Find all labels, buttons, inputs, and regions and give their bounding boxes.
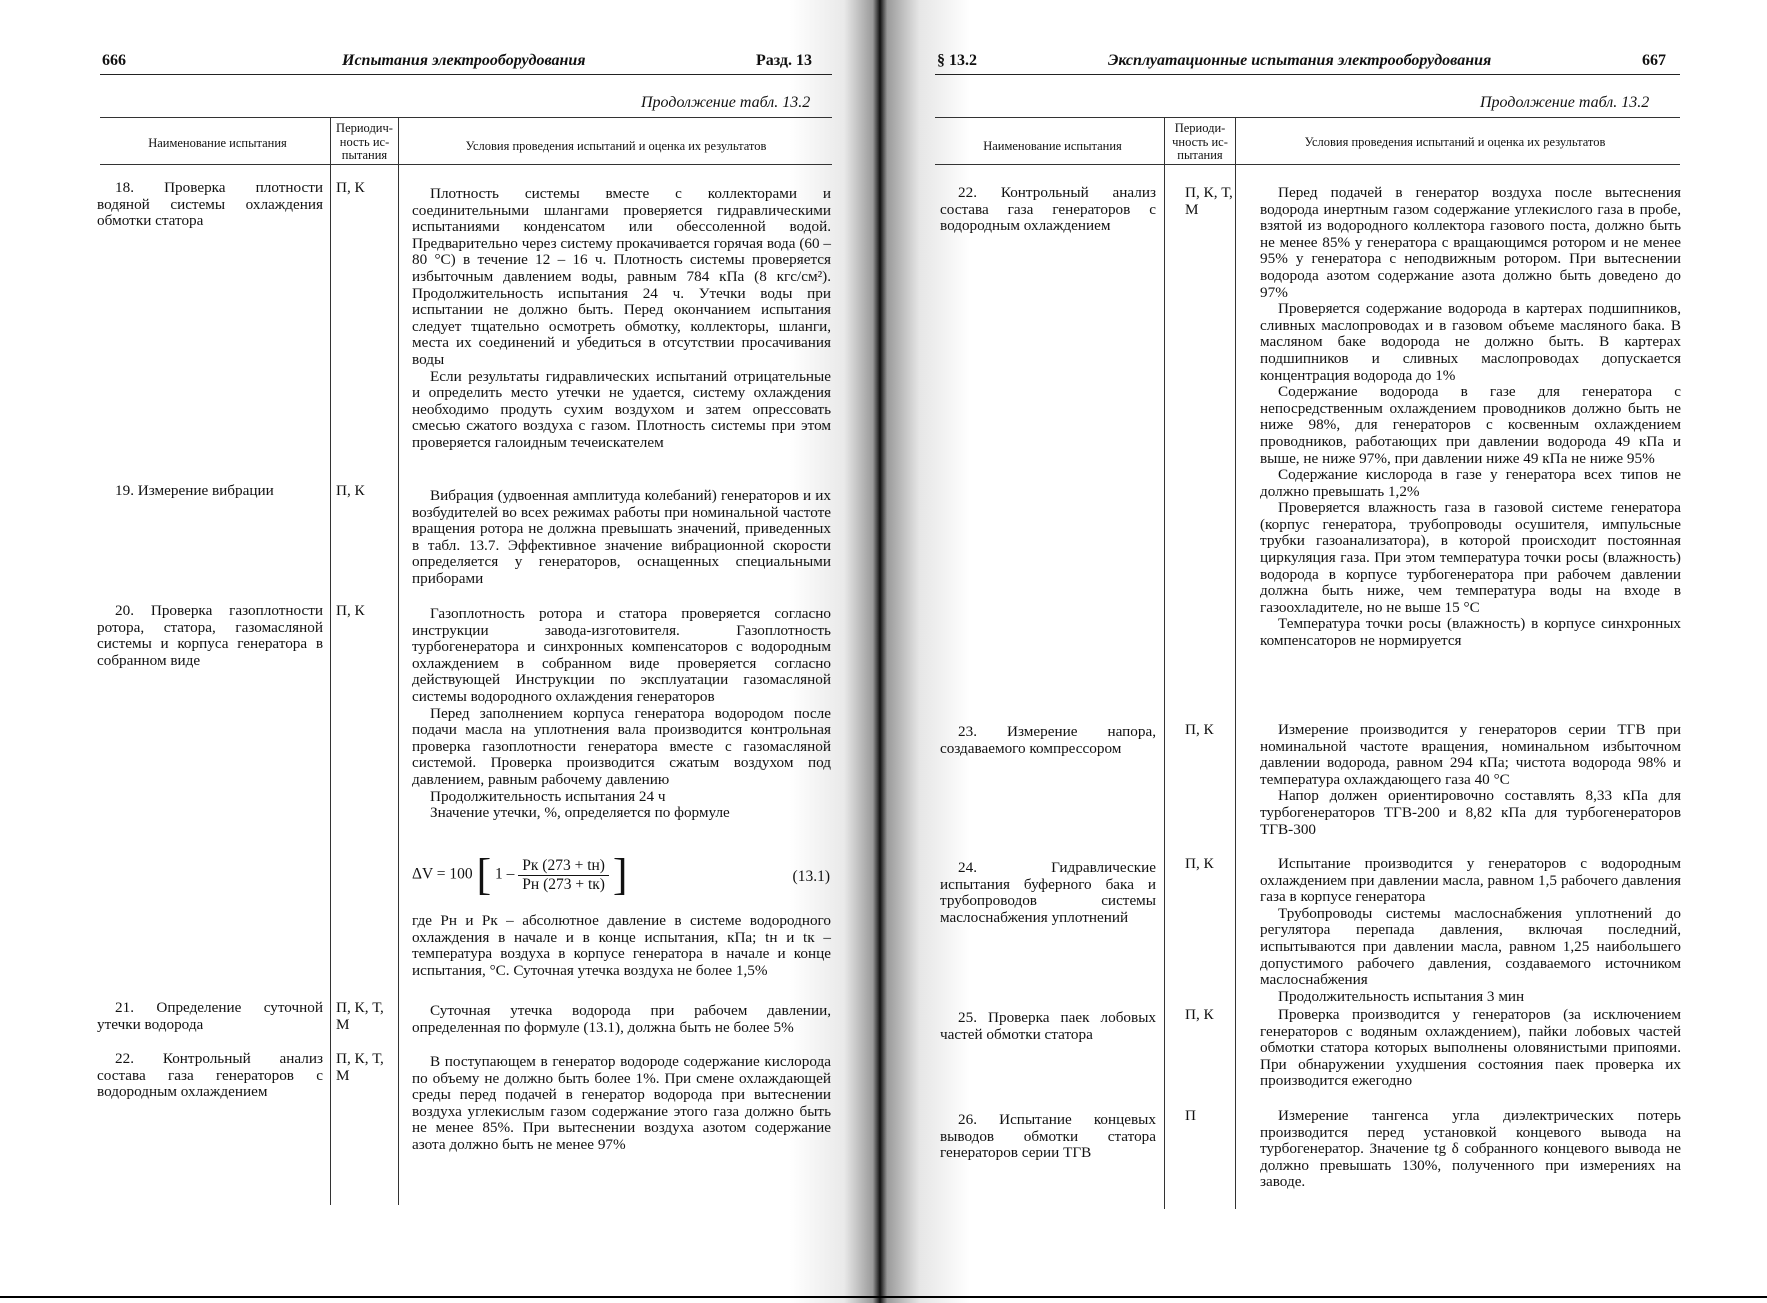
test-name-20: 20. Проверка газоплотности ротора, статора, газомасляной системы и корпуса генератора в собранном виде [97,602,323,669]
page-number: 667 [1642,52,1666,69]
paragraph: Продолжительность испытания 3 мин [1278,987,1525,1005]
test-period-19: П, К [336,482,365,499]
paragraph: Значение утечки, %, определяется по формуле [430,804,730,822]
scan-bottom-edge [0,1296,1767,1298]
paragraph: В поступающем в генератор водороде содержание кислорода по объему не должно быть более 1%. При смене охлаждающей среды перед подачей в генератор водорода при вытеснении воздуха углекислым газом содержание этого газа должно быть не менее 85%. При вытеснении воздуха азотом содержание азота должно быть не менее 97% [412,1053,831,1153]
table-header-rule [100,164,832,165]
test-conditions-24 [1260,856,1681,1005]
formula-13-1 [412,850,832,899]
paragraph: Перед заполнением корпуса генератора водородом после подачи масла на уплотнения вала производится контрольная проверка газоплотности генератора вместе с газомасляной системой. Проверка производится сжатым воздухом под давлением, равным рабочему давлению [412,704,831,788]
left-page [0,0,875,1303]
formula-number: (13.1) [792,868,830,885]
header-name: Наименование испытания [148,136,287,150]
table-top-rule [935,117,1680,118]
paragraph: Содержание кислорода в газе у генератора всех типов не должно превышать 1,2% [1260,466,1681,500]
test-name-25: 25. Проверка паек лобовых частей обмотки статора [940,1009,1156,1043]
paragraph: Продолжительность испытания 24 ч [430,787,666,805]
test-conditions-18 [412,186,831,452]
paragraph: Газоплотность ротора и статора проверяется согласно инструкции завода-изготовителя. Газоплотность турбогенератора и синхронных компенсаторов с водородным охлаждением в собранном виде проверяется согласно действующей Инструкции по эксплуатации газомасляной системы водородного охлаждения генераторов [412,605,831,705]
test-period-23: П, К [1185,721,1214,738]
test-name-18: 18. Проверка плотности водяной системы охлаждения обмотки статора [97,179,323,230]
header-period: Периоди-чность ис-пытания [1172,121,1228,162]
paragraph: Плотность системы вместе с коллекторами и соединительными шлангами проверяется гидравлическими испытаниями конденсатом или обессоленной водой. Предварительно через систему прокачивается горячая вода (60 – 80 °С) в течение 12 – 16 ч. Плотность системы проверяется избыточным давлением воды, равным 784 кПа (8 кгс/см²). Продолжительность испытания 24 ч. Утечки воды при испытании не должно быть. Перед окончанием испытания следует тщательно осмотреть обмотку, коллекторы, шланги, места их соединений и убедиться в отсутствии просачивания воды [412,185,831,368]
running-title: Испытания электрооборудования [342,52,586,69]
formula-one: 1 – [495,865,515,883]
page-number: 666 [102,52,126,69]
table-top-rule [100,117,832,118]
section-label: Разд. 13 [756,52,813,69]
paragraph: Перед подачей в генератор воздуха после вытеснения водорода инертным газом содержание углекислого газа в пробе, взятой из водородного коллектора газового поста, должно быть не менее 85% у генератора с вращающимся ротором и не менее 95% у генератора с неподвижным ротором. При вытеснении водорода азотом содержание азота должно быть доведено до 97% [1260,184,1681,301]
header-rule [100,74,832,75]
test-conditions-20 [412,606,831,822]
paragraph: Измерение производится у генераторов серии ТГВ при номинальной частоте вращения, номинальном избыточном давлении водорода, равном 294 кПа; чистота водорода 98% и температура охлаждающего газа 40 °С [1260,721,1681,788]
header-rule [935,74,1680,75]
formula-lhs: ΔV = 100 [412,865,473,883]
test-name-23: 23. Измерение напора, создаваемого компрессором [940,723,1156,757]
test-conditions-26 [1260,1108,1681,1191]
test-name-19: 19. Измерение вибрации [115,482,274,499]
test-period-22: П, К, Т, М [336,1050,384,1084]
column-divider [398,117,399,1205]
column-divider [1164,117,1165,1209]
test-period-18: П, К [336,179,365,196]
test-name-24: 24. Гидравлические испытания буферного бака и трубопроводов системы маслоснабжения уплотнений [940,859,1156,926]
test-conditions-19 [412,488,831,588]
paragraph: Испытание производится у генераторов с водородным охлаждением при давлении масла, равном 1,5 рабочего давления газа в корпусе генератора [1260,855,1681,906]
formula-denominator: Pн (273 + tк) [522,875,605,893]
table-continuation: Продолжение табл. 13.2 [641,94,811,111]
test-period-20: П, К [336,602,365,619]
paragraph: Трубопроводы системы маслоснабжения уплотнений до регулятора перепада давления, включая последний, испытываются при давлении масла, равном 1,25 наибольшего допустимого рабочего давления, создаваемого источником маслоснабжения [1260,904,1681,989]
formula-fraction [518,857,609,894]
test-period-26: П [1185,1107,1196,1124]
test-period-24: П, К [1185,855,1214,872]
test-conditions-22 [412,1054,831,1154]
test-name-22: 22. Контрольный анализ состава газа генераторов с водородным охлаждением [97,1050,323,1101]
test-period-25: П, К [1185,1006,1214,1023]
column-divider [330,117,331,1205]
test-conditions-22 [1260,185,1681,650]
paragraph: Суточная утечка водорода при рабочем давлении, определенная по формуле (13.1), должна быть не более 5% [412,1002,831,1036]
paragraph: Проверяется влажность газа в газовой системе генератора (корпус генератора, трубопроводы осушителя, импульсные трубки газоанализатора), в которой происходит постоянная циркуляция газа. При этом температура точки росы (влажность) водорода в корпусе турбогенератора при рабочем давлении должна быть ниже, чем температура воды на входе в газоохладителе, но не выше 15 °С [1260,499,1681,616]
formula-bracket-close: ] [612,850,628,899]
header-period: Периодич-ность ис-пытания [336,121,393,162]
paragraph: Измерение тангенса угла диэлектрических потерь производится перед установкой концевого вывода на турбогенератор. Значение tg δ собранного концевого вывода не должно превышать 130%, полученного при измерениях на заводе. [1260,1107,1681,1191]
table-continuation: Продолжение табл. 13.2 [1480,94,1650,111]
test-conditions-25 [1260,1007,1681,1090]
section-label: § 13.2 [937,52,977,69]
table-header-rule [935,164,1680,165]
formula-numerator: Pк (273 + tн) [518,857,609,876]
test-conditions-21 [412,1003,831,1036]
header-name: Наименование испытания [983,139,1122,153]
header-conditions: Условия проведения испытаний и оценка их результатов [465,139,767,153]
formula-explanation: где Pн и Pк – абсолютное давление в системе водородного охлаждения в начале и в конце испытания, кПа; tн и tк – температура воздуха в корпусе генератора в начале и конце испытания, °С. Суточная утечка воздуха не более 1,5% [412,912,831,979]
paragraph: Если результаты гидравлических испытаний отрицательные и определить место утечки не удается, систему охлаждения необходимо продуть сухим воздухом и затем опрессовать смесью сжатого воздуха с газом. Плотность системы при этом проверяется галоидным течеискателем [412,367,831,451]
test-name-26: 26. Испытание концевых выводов обмотки статора генераторов серии ТГВ [940,1111,1156,1162]
test-name-21: 21. Определение суточной утечки водорода [97,999,323,1033]
column-divider [1235,117,1236,1209]
test-period-21: П, К, Т, М [336,999,384,1033]
right-page [880,0,1767,1303]
paragraph: Содержание водорода в газе для генератора с непосредственным охлаждением проводников должно быть не ниже 98%, для генераторов с косвенным охлаждением проводников, работающих при давлении водорода 49 кПа и выше, не ниже 97%, при давлении ниже 49 кПа не ниже 95% [1260,383,1681,467]
paragraph: Проверка производится у генераторов (за исключением генераторов с водяным охлаждением), пайки лобовых частей обмотки статора которых выполнены оловянистыми припоями. При обнаружении ухудшения состояния паек проверка их производится ежегодно [1260,1006,1681,1090]
paragraph: Проверяется содержание водорода в картерах подшипников, сливных маслопроводах и в газовом объеме масляного бака. В масляном баке водорода не должно быть. В картерах подшипников и сливных маслопроводах допускается концентрация водорода до 1% [1260,300,1681,384]
paragraph: Напор должен ориентировочно составлять 8,33 кПа для турбогенераторов ТГВ-200 и 8,82 кПа для турбогенераторов ТГВ-300 [1260,787,1681,838]
paragraph: Температура точки росы (влажность) в корпусе синхронных компенсаторов не нормируется [1260,615,1681,650]
paragraph: Вибрация (удвоенная амплитуда колебаний) генераторов и их возбудителей во всех режимах работы при номинальной частоте вращения ротора не должна превышать значений, приведенных в табл. 13.7. Эффективное значение вибрационной скорости определяется у генераторов, оснащенных специальными приборами [412,487,831,587]
test-name-22: 22. Контрольный анализ состава газа генераторов с водородным охлаждением [940,184,1156,235]
test-period-22: П, К, Т, М [1185,184,1233,218]
formula-bracket-open: [ [476,850,492,899]
test-conditions-23 [1260,722,1681,838]
header-conditions: Условия проведения испытаний и оценка их результатов [1304,135,1606,149]
running-title: Эксплуатационные испытания электрооборудования [1108,52,1492,69]
